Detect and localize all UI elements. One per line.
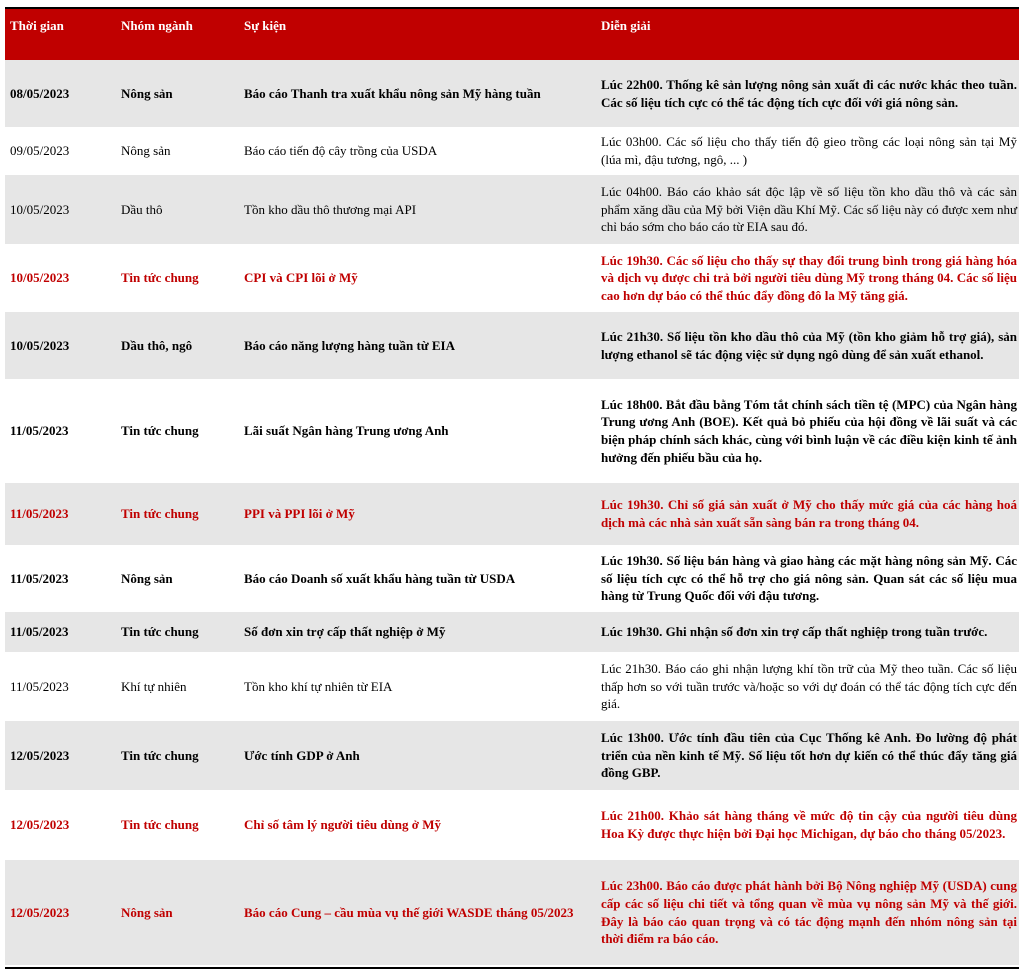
- row-group: Tin tức chung: [121, 624, 199, 640]
- row-group: Nông sản: [121, 904, 173, 920]
- row-group: Tin tức chung: [121, 270, 199, 286]
- row-date: 11/05/2023: [10, 423, 69, 439]
- row-date: 11/05/2023: [10, 624, 69, 640]
- row-event: Tồn kho khí tự nhiên từ EIA: [244, 678, 393, 694]
- row-date: 10/05/2023: [10, 201, 70, 217]
- row-date: 10/05/2023: [10, 270, 70, 286]
- row-group: Dầu thô: [121, 201, 163, 217]
- row-description: Lúc 21h30. Số liệu tồn kho dầu thô của Mỹ (tồn kho giảm hỗ trợ giá), sản lượng ethanol sẽ tác động việc sử dụng ngô dùng để sản xuất ethanol.: [601, 328, 1017, 362]
- row-description: Lúc 04h00. Báo cáo khảo sát độc lập về số liệu tồn kho dầu thô và các sản phẩm xăng dầu của Mỹ bởi Viện dầu Khí Mỹ. Các số liệu này có được xem như chỉ báo sớm cho báo cáo từ EIA sau đó.: [601, 184, 1018, 235]
- row-event: Chỉ số tâm lý người tiêu dùng ở Mỹ: [244, 817, 441, 833]
- row-date: 12/05/2023: [10, 747, 70, 763]
- row-event: Báo cáo Thanh tra xuất khẩu nông sản Mỹ hàng tuần: [244, 85, 541, 101]
- table-row: [5, 652, 1019, 721]
- row-description: Lúc 19h30. Số liệu bán hàng và giao hàng các mặt hàng nông sản Mỹ. Các số liệu tích cực có thể hỗ trợ cho giá nông sản. Quan sát các số liệu mua hàng từ Trung Quốc đối với đậu tương.: [601, 553, 1017, 604]
- table-row: [5, 60, 1019, 127]
- row-description: Lúc 21h00. Khảo sát hàng tháng về mức độ tin cậy của người tiêu dùng Hoa Kỳ được thực hiện bởi Đại học Michigan, dự báo cho tháng 05/2023.: [601, 808, 1017, 841]
- row-date: 11/05/2023: [10, 570, 69, 586]
- table-row: [5, 790, 1019, 860]
- table-row: [5, 612, 1019, 652]
- row-event: Báo cáo tiến độ cây trồng của USDA: [244, 143, 438, 159]
- row-description: Lúc 13h00. Ước tính đầu tiên của Cục Thống kê Anh. Đo lường độ phát triển của nền kinh tế Mỹ. Số liệu tốt hơn dự kiến có thể thúc đẩy tăng giá đồng GBP.: [601, 730, 1017, 781]
- row-description: Lúc 23h00. Báo cáo được phát hành bởi Bộ Nông nghiệp Mỹ (USDA) cung cấp các số liệu chi tiết và tổng quan về mùa vụ nông sản Mỹ và thế giới. Đây là báo cáo quan trọng và có tác động mạnh đến nhóm nông sản tại thời điểm ra báo cáo.: [601, 878, 1017, 947]
- table-body: [5, 60, 1019, 965]
- row-group: Tin tức chung: [121, 747, 199, 763]
- row-group: Nông sản: [121, 143, 171, 159]
- row-event: CPI và CPI lõi ở Mỹ: [244, 270, 358, 286]
- header-description: Diễn giải: [601, 18, 651, 33]
- row-description: Lúc 03h00. Các số liệu cho thấy tiến độ gieo trồng các loại nông sản tại Mỹ (lúa mì, đậu tương, ngô, ... ): [601, 134, 1017, 167]
- table-row: [5, 175, 1019, 244]
- row-date: 09/05/2023: [10, 143, 70, 159]
- row-group: Tin tức chung: [121, 423, 199, 439]
- row-group: Nông sản: [121, 85, 173, 101]
- row-date: 11/05/2023: [10, 506, 69, 522]
- row-event: Báo cáo năng lượng hàng tuần từ EIA: [244, 337, 455, 353]
- row-group: Tin tức chung: [121, 506, 199, 522]
- header-group: Nhóm ngành: [121, 18, 193, 33]
- table-row: [5, 379, 1019, 483]
- row-description: Lúc 18h00. Bắt đầu bằng Tóm tắt chính sách tiền tệ (MPC) của Ngân hàng Trung ương Anh (BOE). Kết quả bỏ phiếu của hội đồng về lãi suất và các biện pháp chính sách khác, cùng với bình luận về các điều kiện kinh tế ảnh hưởng đến phiếu bầu của họ.: [601, 396, 1017, 465]
- table-row: [5, 127, 1019, 175]
- table-row: [5, 721, 1019, 790]
- row-event: Tồn kho dầu thô thương mại API: [244, 201, 417, 217]
- row-group: Khí tự nhiên: [121, 678, 187, 694]
- row-group: Nông sản: [121, 570, 173, 586]
- row-group: Tin tức chung: [121, 817, 199, 833]
- row-date: 10/05/2023: [10, 337, 70, 353]
- row-description: Lúc 19h30. Chỉ số giá sản xuất ở Mỹ cho thấy mức giá của các hàng hoá dịch mà các nhà sản xuất sẵn sàng bán ra trong tháng 04.: [601, 497, 1017, 530]
- row-date: 12/05/2023: [10, 817, 70, 833]
- table-header-row: [5, 9, 1019, 60]
- row-event: Lãi suất Ngân hàng Trung ương Anh: [244, 423, 449, 439]
- row-group: Dầu thô, ngô: [121, 337, 193, 353]
- row-date: 12/05/2023: [10, 904, 70, 920]
- table-bottom-rule: [5, 967, 1019, 969]
- row-description: Lúc 21h30. Báo cáo ghi nhận lượng khí tồn trữ của Mỹ theo tuần. Các số liệu thấp hơn so với tuần trước và/hoặc so với dự đoán có thể tác động tích cực đến giá.: [601, 661, 1017, 712]
- row-event: Số đơn xin trợ cấp thất nghiệp ở Mỹ: [244, 624, 446, 640]
- table-row: [5, 860, 1019, 965]
- table-row: [5, 244, 1019, 312]
- row-event: Báo cáo Cung – cầu mùa vụ thế giới WASDE tháng 05/2023: [244, 904, 574, 920]
- row-event: PPI và PPI lõi ở Mỹ: [244, 506, 355, 522]
- row-date: 08/05/2023: [10, 85, 70, 101]
- row-event: Ước tính GDP ở Anh: [244, 747, 360, 763]
- row-description: Lúc 22h00. Thống kê sản lượng nông sản xuất đi các nước khác theo tuần. Các số liệu tích cực có thể tác động tích cực đối với giá nông sản.: [601, 76, 1017, 110]
- table-row: [5, 545, 1019, 612]
- header-date: Thời gian: [10, 18, 64, 33]
- row-description: Lúc 19h30. Ghi nhận số đơn xin trợ cấp thất nghiệp trong tuần trước.: [601, 624, 988, 640]
- row-event: Báo cáo Doanh số xuất khẩu hàng tuần từ USDA: [244, 570, 516, 586]
- row-date: 11/05/2023: [10, 678, 69, 694]
- table-row: [5, 312, 1019, 379]
- economic-calendar-table: [5, 7, 1019, 965]
- row-description: Lúc 19h30. Các số liệu cho thấy sự thay đổi trung bình trong giá hàng hóa và dịch vụ được chi trả bởi người tiêu dùng Mỹ trong tháng 04. Các số liệu cao hơn dự báo có thể thúc đẩy đồng đô la Mỹ tăng giá.: [601, 252, 1017, 303]
- header-event: Sự kiện: [244, 18, 287, 33]
- table-row: [5, 483, 1019, 545]
